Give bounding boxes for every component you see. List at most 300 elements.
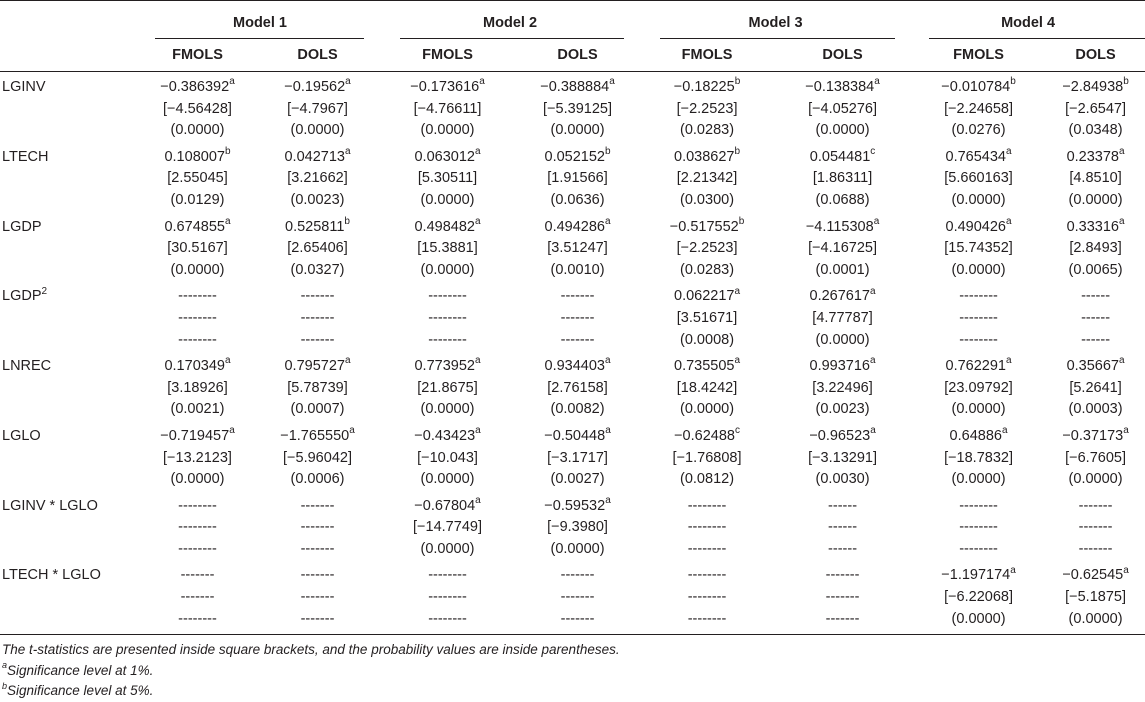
coefficient-value: −2.84938 [1062, 79, 1124, 95]
coefficient [640, 356, 774, 378]
t-statistic: ------- [300, 309, 335, 326]
variable-name: LNREC [2, 358, 52, 375]
coefficient [380, 147, 515, 169]
estimate-cell [774, 281, 911, 351]
estimate-cell [1046, 421, 1145, 491]
corner-cell [0, 1, 140, 40]
note-brackets: The t-statistics are presented inside square brackets, and the probability values are inside parentheses. [2, 642, 620, 658]
estimate-cell [774, 560, 911, 634]
coefficient [1046, 286, 1145, 308]
coefficient-value: -------- [687, 567, 727, 584]
t-statistic: [5.30511] [417, 170, 478, 187]
coefficient-value: −0.719457 [160, 427, 230, 444]
p-value: (0.0003) [1068, 401, 1123, 418]
estimate-cell [1046, 351, 1145, 421]
significance-marker: a [475, 494, 481, 506]
coefficient-value: −4.115308 [805, 218, 874, 235]
note-text: Significance level at 5%. [7, 683, 154, 699]
model-header-row [0, 1, 1145, 40]
coefficient [515, 217, 640, 239]
coefficient-value: −0.67804 [414, 497, 476, 514]
p-value: (0.0023) [815, 401, 870, 418]
coefficient [380, 356, 515, 378]
estimate-cell [774, 351, 911, 421]
method-header-row [0, 39, 1145, 72]
t-statistic: ------- [560, 309, 595, 326]
p-value: (0.0006) [290, 471, 345, 488]
t-statistic: [3.22496] [812, 379, 873, 396]
t-statistic: [5.2641] [1069, 379, 1122, 396]
coefficient-value: -------- [178, 288, 217, 305]
estimate-cell [1046, 72, 1145, 142]
estimate-cell [515, 72, 640, 142]
significance-marker: a [870, 425, 876, 437]
estimate-cell [140, 72, 255, 142]
coefficient [1046, 356, 1145, 378]
t-statistic: [30.5167] [167, 240, 228, 257]
coefficient [140, 286, 255, 308]
p-value: ------- [300, 610, 335, 627]
variable-name: LGINV * LGLO [2, 497, 98, 514]
t-statistic: [−18.7832] [944, 449, 1014, 466]
significance-marker: b [1123, 76, 1129, 88]
t-statistic: [−6.7605] [1065, 449, 1126, 466]
estimate-cell [640, 281, 774, 351]
estimate-cell [774, 421, 911, 491]
t-statistic: [5.78739] [287, 379, 348, 396]
coefficient-value: −0.388884 [540, 79, 610, 95]
coefficient [640, 286, 774, 308]
table-row [0, 72, 1145, 142]
coefficient [140, 77, 255, 99]
estimate-cell [911, 142, 1046, 212]
variable-name: LGLO [2, 427, 41, 444]
p-value: (0.0000) [420, 122, 475, 139]
estimate-cell [140, 421, 255, 491]
estimate-cell [774, 72, 911, 142]
estimate-cell [640, 491, 774, 561]
variable-label [0, 142, 140, 212]
model-label: Model 3 [748, 15, 803, 31]
coefficient [515, 286, 640, 308]
coefficient-value: −0.19562 [284, 79, 346, 95]
t-statistic: ------ [828, 519, 858, 536]
estimate-cell [911, 212, 1046, 282]
significance-marker: a [870, 355, 876, 367]
estimate-cell [515, 281, 640, 351]
p-value: -------- [687, 610, 727, 627]
t-statistic: ------- [300, 589, 335, 606]
estimate-cell [1046, 281, 1145, 351]
note-sig-5pct [2, 681, 1145, 702]
p-value: (0.0000) [290, 122, 345, 139]
p-value: (0.0027) [550, 471, 605, 488]
coefficient-value: −0.62488 [674, 427, 735, 444]
t-statistic: -------- [178, 519, 217, 536]
p-value: ------- [825, 610, 860, 627]
coefficient [140, 426, 255, 448]
p-value: (0.0000) [951, 401, 1006, 418]
coefficient [1046, 77, 1145, 99]
estimate-cell [640, 142, 774, 212]
t-statistic: [3.51671] [676, 309, 738, 326]
coefficient [911, 496, 1046, 518]
coefficient [1046, 147, 1145, 169]
coefficient-value: −0.386392 [160, 79, 230, 95]
p-value: (0.0276) [951, 122, 1006, 139]
p-value: (0.0000) [170, 122, 225, 139]
significance-marker: a [224, 215, 231, 227]
t-statistic: ------- [825, 589, 860, 606]
significance-marker: a [475, 425, 481, 437]
significance-marker: c [734, 425, 740, 437]
coefficient-value: −0.138384 [805, 79, 875, 95]
method-header: DOLS [1046, 39, 1145, 72]
t-statistic: ------ [1081, 309, 1111, 326]
p-value: ------- [300, 331, 335, 348]
variable-name: LTECH [2, 148, 49, 165]
model-label: Model 4 [1001, 15, 1056, 31]
p-value: (0.0000) [420, 261, 475, 278]
coefficient-value: ------- [1078, 497, 1113, 514]
coefficient-value: -------- [687, 497, 727, 514]
significance-marker: a [1123, 425, 1129, 437]
coefficient [255, 147, 380, 169]
model-1-header [140, 1, 380, 40]
coefficient [1046, 217, 1145, 239]
coefficient-value: 0.33316 [1066, 218, 1119, 235]
estimate-cell [380, 142, 515, 212]
method-header: DOLS [515, 39, 640, 72]
coefficient [515, 565, 640, 587]
estimate-cell [1046, 491, 1145, 561]
p-value: (0.0007) [290, 401, 345, 418]
t-statistic: ------- [180, 589, 215, 606]
variable-name: LGDP [2, 288, 42, 305]
p-value: (0.0000) [815, 122, 870, 139]
t-statistic: [4.77787] [812, 309, 873, 326]
estimate-cell [140, 212, 255, 282]
t-statistic: [5.660163] [944, 170, 1013, 187]
significance-marker: a [604, 215, 611, 227]
corner-cell [0, 39, 140, 72]
coefficient [380, 217, 515, 239]
estimate-cell [640, 212, 774, 282]
p-value: (0.0688) [815, 191, 870, 208]
significance-marker: a [479, 76, 485, 88]
coefficient-value: -------- [959, 288, 998, 305]
coefficient-value: 0.795727 [284, 358, 345, 375]
coefficient-value: 0.674855 [164, 218, 225, 235]
coefficient-value: 0.042713 [284, 148, 345, 165]
coefficient [380, 426, 515, 448]
coefficient [380, 77, 515, 99]
p-value: (0.0000) [420, 540, 475, 557]
estimate-cell [255, 560, 380, 634]
variable-label [0, 351, 140, 421]
coefficient-value: 0.762291 [945, 358, 1006, 375]
t-statistic: [3.21662] [287, 170, 348, 187]
p-value: (0.0000) [170, 471, 225, 488]
t-statistic: [−2.2523] [676, 100, 738, 117]
significance-marker: a [229, 76, 235, 88]
t-statistic: [−5.1875] [1065, 589, 1126, 606]
coefficient [774, 356, 911, 378]
coefficient [911, 147, 1046, 169]
t-statistic: [1.86311] [812, 170, 873, 187]
p-value: -------- [959, 540, 998, 557]
t-statistic: [−2.2523] [676, 240, 738, 257]
coefficient-value: 0.498482 [414, 218, 475, 235]
coefficient [380, 496, 515, 518]
coefficient-value: −1.197174 [941, 567, 1011, 584]
p-value: (0.0000) [951, 191, 1006, 208]
significance-marker: a [344, 145, 351, 157]
estimate-cell [911, 421, 1046, 491]
method-header: DOLS [255, 39, 380, 72]
t-statistic: [−6.22068] [944, 589, 1014, 606]
coefficient-value: −0.59532 [544, 497, 606, 514]
footnote-marker: a [2, 660, 8, 671]
model-label: Model 2 [483, 15, 538, 31]
estimate-cell [515, 142, 640, 212]
coefficient-value: -------- [178, 497, 217, 514]
coefficient-value: ------- [560, 288, 595, 305]
significance-marker: a [345, 76, 351, 88]
t-statistic: [2.55045] [167, 170, 228, 187]
coefficient-value: −0.010784 [941, 79, 1011, 95]
significance-marker: a [605, 425, 611, 437]
p-value: ------- [1078, 540, 1113, 557]
significance-marker: a [734, 285, 741, 297]
coefficient-value: −0.18225 [673, 79, 735, 95]
coefficient [1046, 426, 1145, 448]
estimate-cell [380, 351, 515, 421]
estimate-cell [640, 560, 774, 634]
variable-label [0, 281, 140, 351]
method-header: FMOLS [140, 39, 255, 72]
coefficient-value: ------- [560, 567, 595, 584]
estimate-cell [140, 281, 255, 351]
coefficient [774, 77, 911, 99]
p-value: (0.0000) [420, 401, 475, 418]
p-value: ------- [300, 540, 335, 557]
t-statistic: -------- [687, 589, 727, 606]
coefficient-value: −0.96523 [809, 427, 871, 444]
estimate-cell [255, 491, 380, 561]
variable-name: LGINV [2, 79, 46, 95]
p-value: (0.0300) [680, 191, 735, 208]
coefficient-value: 0.267617 [809, 288, 870, 305]
estimate-cell [774, 212, 911, 282]
p-value: (0.0000) [951, 261, 1006, 278]
coefficient [640, 565, 774, 587]
estimate-cell [640, 72, 774, 142]
coefficient-value: 0.490426 [945, 218, 1006, 235]
estimate-cell [255, 421, 380, 491]
significance-marker: a [1118, 215, 1125, 227]
coefficient [255, 565, 380, 587]
coefficient [774, 217, 911, 239]
t-statistic: [18.4242] [676, 379, 738, 396]
significance-marker: a [1118, 145, 1125, 157]
coefficient [515, 356, 640, 378]
significance-marker: a [474, 355, 481, 367]
significance-marker: a [609, 76, 615, 88]
coefficient-value: 0.23378 [1066, 148, 1119, 165]
estimate-cell [515, 212, 640, 282]
significance-marker: a [1006, 145, 1012, 157]
significance-marker: a [349, 425, 355, 437]
p-value: (0.0283) [680, 122, 735, 139]
coefficient [140, 565, 255, 587]
significance-marker: c [870, 145, 876, 157]
coefficient [640, 426, 774, 448]
coefficient [774, 286, 911, 308]
table-body [0, 72, 1145, 635]
coefficient [911, 286, 1046, 308]
p-value: (0.0000) [680, 401, 735, 418]
estimate-cell [255, 351, 380, 421]
coefficient-value: 0.735505 [674, 358, 735, 375]
coefficient [255, 217, 380, 239]
t-statistic: [3.51247] [547, 240, 608, 257]
table-row [0, 212, 1145, 282]
coefficient [911, 77, 1046, 99]
t-statistic: -------- [178, 309, 217, 326]
coefficient [640, 147, 774, 169]
t-statistic: [−2.6547] [1065, 100, 1126, 117]
estimate-cell [380, 72, 515, 142]
coefficient [515, 426, 640, 448]
coefficient-value: 0.64886 [949, 427, 1002, 444]
significance-marker: a [1010, 564, 1016, 576]
coefficient-value: 0.062217 [674, 288, 735, 305]
estimate-cell [515, 421, 640, 491]
estimate-cell [911, 72, 1046, 142]
coefficient-value: 0.108007 [164, 148, 225, 165]
variable-label [0, 560, 140, 634]
t-statistic: ------- [560, 589, 595, 606]
p-value: (0.0283) [680, 261, 735, 278]
coefficient [380, 286, 515, 308]
table-row [0, 491, 1145, 561]
t-statistic: [2.65406] [287, 240, 348, 257]
estimate-cell [640, 421, 774, 491]
coefficient-value: 0.170349 [164, 358, 225, 375]
t-statistic: [−14.7749] [413, 519, 482, 536]
p-value: -------- [178, 331, 217, 348]
coefficient-value: −1.765550 [280, 427, 350, 444]
estimate-cell [255, 212, 380, 282]
t-statistic: [−3.13291] [808, 449, 878, 466]
p-value: ------ [828, 540, 858, 557]
t-statistic: [−4.76611] [413, 100, 482, 117]
p-value: (0.0000) [1068, 191, 1123, 208]
coefficient [640, 496, 774, 518]
significance-marker: a [474, 215, 481, 227]
estimate-cell [515, 351, 640, 421]
coefficient [640, 77, 774, 99]
p-value: (0.0065) [1068, 261, 1123, 278]
coefficient-value: −0.173616 [410, 79, 480, 95]
p-value: -------- [178, 610, 217, 627]
estimate-cell [380, 491, 515, 561]
coefficient-value: 0.993716 [809, 358, 870, 375]
t-statistic: [−4.56428] [163, 100, 232, 117]
estimate-cell [911, 560, 1046, 634]
estimate-cell [380, 560, 515, 634]
significance-marker: a [229, 425, 235, 437]
coefficient-value: 0.35667 [1066, 358, 1119, 375]
table-row [0, 560, 1145, 634]
p-value: (0.0001) [815, 261, 870, 278]
coefficient-value: −0.62545 [1062, 567, 1124, 584]
p-value: (0.0021) [170, 401, 225, 418]
p-value: (0.0000) [550, 540, 605, 557]
coefficient-value: −0.43423 [414, 427, 476, 444]
significance-marker: a [605, 494, 611, 506]
coefficient-value: ------- [300, 288, 335, 305]
p-value: -------- [428, 331, 467, 348]
p-value: (0.0008) [680, 331, 735, 348]
method-header: FMOLS [640, 39, 774, 72]
t-statistic: -------- [428, 309, 467, 326]
coefficient [774, 496, 911, 518]
table-notes [0, 640, 1145, 702]
coefficient [515, 147, 640, 169]
coefficient [911, 426, 1046, 448]
note-text: Significance level at 1%. [7, 662, 154, 678]
t-statistic: [−10.043] [417, 449, 478, 466]
coefficient-value: ------ [1081, 288, 1111, 305]
p-value: ------- [560, 331, 595, 348]
p-value: (0.0000) [420, 471, 475, 488]
coefficient [255, 286, 380, 308]
p-value: ------ [1081, 331, 1111, 348]
estimate-cell [380, 421, 515, 491]
coefficient-value: 0.494286 [544, 218, 605, 235]
significance-marker: a [734, 355, 741, 367]
significance-marker: b [224, 145, 231, 157]
coefficient-value: 0.934403 [544, 358, 605, 375]
model-2-header [380, 1, 640, 40]
estimate-cell [380, 212, 515, 282]
coefficient [255, 496, 380, 518]
estimate-cell [140, 142, 255, 212]
estimate-cell [640, 351, 774, 421]
t-statistic: [−9.3980] [547, 519, 608, 536]
method-header: FMOLS [911, 39, 1046, 72]
coefficient [774, 147, 911, 169]
coefficient [1046, 565, 1145, 587]
estimate-cell [140, 560, 255, 634]
coefficient-value: 0.052152 [544, 148, 605, 165]
significance-marker: a [1123, 564, 1129, 576]
coefficient [911, 217, 1046, 239]
significance-marker: b [344, 215, 350, 227]
method-header: DOLS [774, 39, 911, 72]
estimate-cell [1046, 212, 1145, 282]
t-statistic: [2.8493] [1069, 240, 1122, 257]
coefficient-value: -------- [428, 288, 467, 305]
t-statistic: [−5.39125] [543, 100, 612, 117]
coefficient-value: -------- [959, 497, 998, 514]
t-statistic: [−5.96042] [283, 449, 352, 466]
variable-superscript: 2 [41, 285, 48, 297]
coefficient [774, 426, 911, 448]
coefficient-value: −0.50448 [544, 427, 606, 444]
